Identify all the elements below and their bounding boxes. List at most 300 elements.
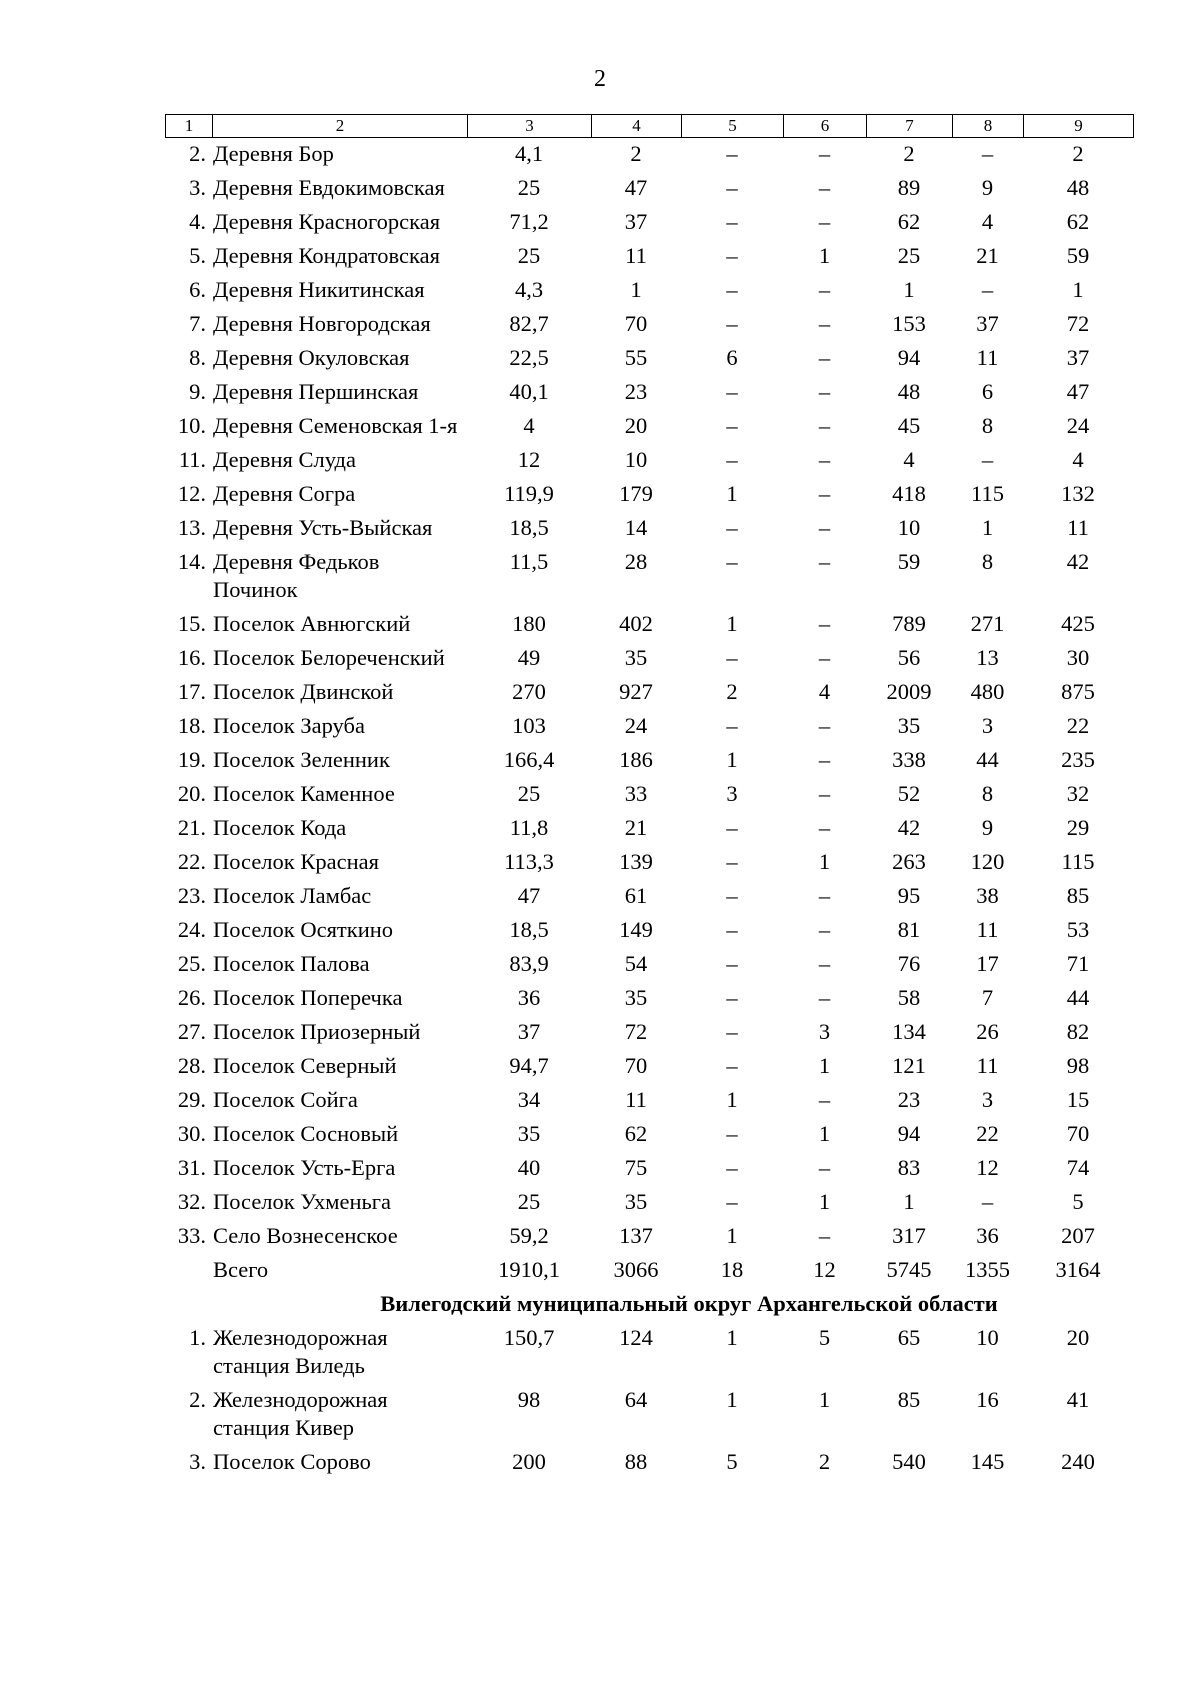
value-cell: 89 xyxy=(897,175,921,200)
value-cell: – xyxy=(818,815,831,840)
value-cell: 1 xyxy=(903,1189,915,1214)
value-cell: 15 xyxy=(1066,1087,1090,1112)
value-cell: 425 xyxy=(1061,611,1095,636)
value-cell: 21 xyxy=(976,243,999,268)
value-cell: – xyxy=(818,515,831,540)
value-cell: 18,5 xyxy=(509,515,549,540)
value-cell: 52 xyxy=(897,781,921,806)
value-cell: 18 xyxy=(720,1257,744,1282)
value-cell: – xyxy=(726,1121,738,1146)
settlement-name: Поселок Сорово xyxy=(213,1449,371,1474)
value-cell: 25 xyxy=(517,175,541,200)
value-cell: – xyxy=(818,985,831,1010)
value-cell: 48 xyxy=(1066,175,1090,200)
value-cell: 64 xyxy=(624,1387,648,1412)
table-row xyxy=(165,1050,1133,1084)
value-cell: 119,9 xyxy=(504,481,554,506)
row-number: 17. xyxy=(177,679,206,704)
value-cell: 37 xyxy=(624,209,648,234)
value-cell: 200 xyxy=(512,1449,546,1474)
table-row xyxy=(165,744,1133,778)
value-cell: 37 xyxy=(517,1019,541,1044)
value-cell: 1 xyxy=(818,1189,831,1214)
column-number-header xyxy=(165,114,1134,138)
column-number: 5 xyxy=(682,115,784,138)
value-cell: – xyxy=(726,549,738,574)
value-cell: 4,3 xyxy=(514,277,544,302)
value-cell: 58 xyxy=(897,985,921,1010)
table-row xyxy=(165,846,1133,880)
value-cell: 5 xyxy=(818,1325,831,1350)
table-row xyxy=(165,1118,1133,1152)
value-cell: 4 xyxy=(1072,447,1084,472)
value-cell: 134 xyxy=(892,1019,926,1044)
value-cell: 2 xyxy=(630,141,642,166)
column-number: 3 xyxy=(468,115,592,138)
value-cell: – xyxy=(981,277,994,302)
row-number: 8. xyxy=(189,345,206,370)
value-cell: 25 xyxy=(517,243,541,268)
value-cell: 13 xyxy=(976,645,999,670)
value-cell: 2 xyxy=(903,141,915,166)
value-cell: 16 xyxy=(976,1387,999,1412)
value-cell: 81 xyxy=(897,917,921,942)
value-cell: 1 xyxy=(818,1387,831,1412)
value-cell: – xyxy=(726,883,738,908)
value-cell: – xyxy=(818,175,831,200)
value-cell: – xyxy=(818,713,831,738)
value-cell: 23 xyxy=(624,379,648,404)
value-cell: 121 xyxy=(892,1053,926,1078)
value-cell: – xyxy=(726,379,738,404)
value-cell: 1 xyxy=(818,1053,831,1078)
value-cell: 1 xyxy=(726,1325,738,1350)
value-cell: 1 xyxy=(818,1121,831,1146)
value-cell: 30 xyxy=(1066,645,1090,670)
value-cell: 1 xyxy=(726,1087,738,1112)
value-cell: 11,8 xyxy=(509,815,549,840)
value-cell: 95 xyxy=(897,883,921,908)
table-row xyxy=(165,778,1133,812)
value-cell: 62 xyxy=(1066,209,1090,234)
value-cell: – xyxy=(726,243,738,268)
value-cell: 1355 xyxy=(965,1257,1010,1282)
settlement-name: Поселок Сойга xyxy=(213,1087,358,1112)
value-cell: 76 xyxy=(897,951,921,976)
row-number: 14. xyxy=(177,549,206,574)
value-cell: 71,2 xyxy=(509,209,549,234)
column-number: 8 xyxy=(953,115,1024,138)
value-cell: – xyxy=(818,549,831,574)
value-cell: 875 xyxy=(1061,679,1095,704)
value-cell: 5745 xyxy=(886,1257,932,1282)
value-cell: 1 xyxy=(726,1387,738,1412)
value-cell: 85 xyxy=(897,1387,921,1412)
value-cell: 59 xyxy=(897,549,921,574)
column-number: 1 xyxy=(166,115,213,138)
row-number: 19. xyxy=(177,747,206,772)
settlement-name: Поселок Осяткино xyxy=(213,917,394,942)
row-number: 32. xyxy=(177,1189,206,1214)
value-cell: – xyxy=(818,1155,831,1180)
value-cell: 34 xyxy=(517,1087,541,1112)
settlement-name: Поселок Кода xyxy=(213,815,347,840)
value-cell: – xyxy=(818,413,831,438)
value-cell: 98 xyxy=(1066,1053,1090,1078)
value-cell: 1910,1 xyxy=(498,1257,560,1282)
value-cell: 32 xyxy=(1066,781,1090,806)
table-row xyxy=(165,812,1133,846)
table-row xyxy=(165,376,1133,410)
settlement-name: Поселок Белореченский xyxy=(213,645,445,670)
value-cell: 25 xyxy=(517,1189,541,1214)
settlement-name: Село Вознесенское xyxy=(213,1223,398,1248)
settlement-name: Поселок Каменное xyxy=(213,781,395,806)
row-number: 10. xyxy=(177,413,206,438)
value-cell: – xyxy=(726,985,738,1010)
value-cell: 4 xyxy=(523,413,535,438)
settlement-name: Поселок Приозерный xyxy=(213,1019,421,1044)
value-cell: – xyxy=(726,141,738,166)
value-cell: 240 xyxy=(1061,1449,1095,1474)
value-cell: – xyxy=(818,209,831,234)
value-cell: 14 xyxy=(624,515,648,540)
value-cell: 49 xyxy=(517,645,541,670)
value-cell: 139 xyxy=(619,849,653,874)
table-row xyxy=(165,546,1133,608)
value-cell: 10 xyxy=(897,515,921,540)
settlement-name: Поселок Авнюгский xyxy=(213,611,411,636)
value-cell: 20 xyxy=(624,413,648,438)
table-row xyxy=(165,1152,1133,1186)
value-cell: 789 xyxy=(892,611,926,636)
value-cell: 11 xyxy=(625,1087,647,1112)
row-number: 12. xyxy=(177,481,206,506)
value-cell: 35 xyxy=(624,1189,648,1214)
value-cell: 94 xyxy=(897,345,921,370)
value-cell: 1 xyxy=(726,481,738,506)
value-cell: 2 xyxy=(818,1449,831,1474)
value-cell: 40 xyxy=(517,1155,541,1180)
row-number-empty xyxy=(165,1254,212,1288)
value-cell: 9 xyxy=(981,815,994,840)
value-cell: 7 xyxy=(981,985,994,1010)
value-cell: 12 xyxy=(517,447,541,472)
value-cell: – xyxy=(818,917,831,942)
value-cell: 317 xyxy=(892,1223,926,1248)
value-cell: 186 xyxy=(619,747,653,772)
value-cell: 1 xyxy=(818,849,831,874)
row-number: 26. xyxy=(177,985,206,1010)
row-number: 23. xyxy=(177,883,206,908)
settlement-name: Деревня Слуда xyxy=(213,447,356,472)
value-cell: 29 xyxy=(1066,815,1090,840)
row-number: 2. xyxy=(189,141,206,166)
row-number: 21. xyxy=(177,815,206,840)
settlement-name: Деревня Кондратовская xyxy=(213,243,440,268)
value-cell: 103 xyxy=(512,713,546,738)
value-cell: 42 xyxy=(897,815,921,840)
value-cell: 6 xyxy=(981,379,994,404)
value-cell: 74 xyxy=(1066,1155,1090,1180)
value-cell: – xyxy=(818,141,831,166)
value-cell: 5 xyxy=(1072,1189,1084,1214)
table-row xyxy=(165,308,1133,342)
value-cell: 82 xyxy=(1066,1019,1090,1044)
value-cell: – xyxy=(726,951,738,976)
value-cell: 25 xyxy=(897,243,921,268)
value-cell: 65 xyxy=(897,1325,921,1350)
row-number: 16. xyxy=(177,645,206,670)
value-cell: 1 xyxy=(726,1223,738,1248)
settlement-name: Железнодорожная станция Виледь xyxy=(213,1325,388,1378)
value-cell: 35 xyxy=(517,1121,541,1146)
value-cell: – xyxy=(726,277,738,302)
value-cell: 180 xyxy=(512,611,546,636)
table-row xyxy=(165,1220,1133,1254)
value-cell: 132 xyxy=(1061,481,1095,506)
value-cell: 1 xyxy=(818,243,831,268)
value-cell: 88 xyxy=(624,1449,648,1474)
value-cell: – xyxy=(818,951,831,976)
row-number: 27. xyxy=(177,1019,206,1044)
value-cell: 22 xyxy=(1066,713,1090,738)
value-cell: 33 xyxy=(624,781,648,806)
value-cell: 26 xyxy=(976,1019,999,1044)
table-row xyxy=(165,1186,1133,1220)
value-cell: – xyxy=(726,713,738,738)
value-cell: – xyxy=(818,481,831,506)
row-number: 3. xyxy=(189,175,206,200)
value-cell: 72 xyxy=(1066,311,1090,336)
table-row xyxy=(165,880,1133,914)
value-cell: – xyxy=(818,379,831,404)
value-cell: 12 xyxy=(813,1257,836,1282)
value-cell: – xyxy=(726,515,738,540)
value-cell: 8 xyxy=(981,781,994,806)
value-cell: 36 xyxy=(976,1223,999,1248)
value-cell: 35 xyxy=(624,985,648,1010)
settlement-name: Деревня Усть-Выйская xyxy=(213,515,433,540)
column-number: 2 xyxy=(213,115,468,138)
value-cell: 166,4 xyxy=(503,747,555,772)
table-row xyxy=(165,1446,1133,1480)
table-row xyxy=(165,240,1133,274)
value-cell: 5 xyxy=(726,1449,738,1474)
value-cell: 149 xyxy=(619,917,653,942)
table-row xyxy=(165,642,1133,676)
settlement-name: Поселок Красная xyxy=(213,849,379,874)
value-cell: – xyxy=(818,645,831,670)
value-cell: 2 xyxy=(726,679,738,704)
value-cell: – xyxy=(818,345,831,370)
value-cell: 271 xyxy=(970,611,1005,636)
settlement-name: Деревня Федьков Починок xyxy=(213,549,380,602)
value-cell: 4,1 xyxy=(514,141,544,166)
row-number: 5. xyxy=(189,243,206,268)
value-cell: 1 xyxy=(1072,277,1084,302)
value-cell: 24 xyxy=(1066,413,1090,438)
value-cell: 3 xyxy=(981,713,994,738)
value-cell: 6 xyxy=(726,345,738,370)
value-cell: 8 xyxy=(981,549,994,574)
row-number: 33. xyxy=(177,1223,206,1248)
value-cell: 11 xyxy=(976,345,999,370)
value-cell: – xyxy=(818,883,831,908)
value-cell: 42 xyxy=(1066,549,1090,574)
settlement-name: Поселок Усть-Ерга xyxy=(213,1155,396,1180)
value-cell: 44 xyxy=(1066,985,1090,1010)
table-row xyxy=(165,1084,1133,1118)
row-number: 9. xyxy=(189,379,206,404)
value-cell: – xyxy=(981,141,994,166)
value-cell: 94,7 xyxy=(509,1053,549,1078)
value-cell: 45 xyxy=(897,413,921,438)
value-cell: 540 xyxy=(892,1449,926,1474)
table-row xyxy=(165,1384,1133,1446)
value-cell: 338 xyxy=(892,747,926,772)
value-cell: – xyxy=(726,917,738,942)
value-cell: 22 xyxy=(976,1121,999,1146)
value-cell: 480 xyxy=(970,679,1005,704)
row-number: 6. xyxy=(189,277,206,302)
value-cell: 3 xyxy=(726,781,738,806)
row-number: 25. xyxy=(177,951,206,976)
value-cell: – xyxy=(981,1189,994,1214)
table-row xyxy=(165,342,1133,376)
column-number: 9 xyxy=(1024,115,1134,138)
value-cell: 402 xyxy=(619,611,653,636)
row-number: 4. xyxy=(189,209,206,234)
value-cell: 98 xyxy=(517,1387,541,1412)
value-cell: 150,7 xyxy=(503,1325,555,1350)
table-row xyxy=(165,948,1133,982)
settlement-name: Деревня Красногорская xyxy=(213,209,441,234)
settlement-name: Всего xyxy=(213,1257,269,1282)
table-row xyxy=(165,444,1133,478)
value-cell: 18,5 xyxy=(509,917,549,942)
value-cell: 24 xyxy=(624,713,648,738)
value-cell: 1 xyxy=(726,747,738,772)
row-number: 28. xyxy=(177,1053,206,1078)
value-cell: 2009 xyxy=(886,679,932,704)
row-number: 13. xyxy=(177,515,206,540)
value-cell: 62 xyxy=(624,1121,648,1146)
table-row xyxy=(165,512,1133,546)
value-cell: – xyxy=(818,1223,831,1248)
value-cell: 47 xyxy=(1066,379,1090,404)
value-cell: 72 xyxy=(624,1019,648,1044)
value-cell: 70 xyxy=(624,1053,648,1078)
table-row xyxy=(165,172,1133,206)
row-number: 1. xyxy=(189,1325,206,1350)
section-heading: Вилегодский муниципальный округ Архангельской области xyxy=(380,1291,998,1316)
value-cell: 10 xyxy=(976,1325,999,1350)
value-cell: 94 xyxy=(897,1121,921,1146)
value-cell: 38 xyxy=(976,883,999,908)
settlements-table xyxy=(165,138,1133,1480)
page-number: 2 xyxy=(594,66,606,92)
value-cell: 11,5 xyxy=(509,549,549,574)
table-row xyxy=(165,1254,1133,1288)
value-cell: 12 xyxy=(976,1155,999,1180)
value-cell: – xyxy=(726,645,738,670)
value-cell: – xyxy=(726,849,738,874)
value-cell: 4 xyxy=(981,209,994,234)
table-row xyxy=(165,1322,1133,1384)
value-cell: 21 xyxy=(624,815,648,840)
value-cell: 3164 xyxy=(1055,1257,1101,1282)
row-number: 2. xyxy=(189,1387,206,1412)
table-row xyxy=(165,982,1133,1016)
value-cell: 75 xyxy=(624,1155,648,1180)
value-cell: – xyxy=(981,447,994,472)
value-cell: 1 xyxy=(630,277,642,302)
value-cell: 179 xyxy=(619,481,653,506)
row-number: 22. xyxy=(177,849,206,874)
settlement-name: Деревня Никитинская xyxy=(213,277,425,302)
value-cell: – xyxy=(726,209,738,234)
value-cell: 1 xyxy=(981,515,994,540)
value-cell: 83,9 xyxy=(509,951,549,976)
row-number: 30. xyxy=(177,1121,206,1146)
value-cell: 40,1 xyxy=(509,379,549,404)
value-cell: 11 xyxy=(976,917,999,942)
row-number: 18. xyxy=(177,713,206,738)
row-number: 20. xyxy=(177,781,206,806)
value-cell: 11 xyxy=(1067,515,1089,540)
table-row xyxy=(165,710,1133,744)
value-cell: 71 xyxy=(1066,951,1090,976)
row-number: 31. xyxy=(177,1155,206,1180)
value-cell: – xyxy=(726,1019,738,1044)
table-row xyxy=(165,138,1133,172)
value-cell: – xyxy=(818,277,831,302)
table-row xyxy=(165,410,1133,444)
value-cell: 263 xyxy=(892,849,926,874)
value-cell: – xyxy=(726,1155,738,1180)
settlement-name: Деревня Евдокимовская xyxy=(213,175,445,200)
settlement-name: Деревня Бор xyxy=(213,141,334,166)
value-cell: 70 xyxy=(1066,1121,1090,1146)
table-row xyxy=(165,274,1133,308)
value-cell: 83 xyxy=(897,1155,921,1180)
row-number: 7. xyxy=(189,311,206,336)
row-number: 3. xyxy=(189,1449,206,1474)
settlement-name: Железнодорожная станция Кивер xyxy=(213,1387,388,1440)
value-cell: 270 xyxy=(512,679,546,704)
settlement-name: Поселок Ухменьга xyxy=(213,1189,392,1214)
value-cell: 85 xyxy=(1066,883,1090,908)
settlement-name: Поселок Заруба xyxy=(213,713,365,738)
value-cell: 61 xyxy=(624,883,648,908)
value-cell: 36 xyxy=(517,985,541,1010)
value-cell: 11 xyxy=(625,243,647,268)
value-cell: 55 xyxy=(624,345,648,370)
value-cell: 2 xyxy=(1072,141,1084,166)
value-cell: 23 xyxy=(897,1087,921,1112)
value-cell: – xyxy=(818,1087,831,1112)
value-cell: 47 xyxy=(624,175,648,200)
row-number: 29. xyxy=(177,1087,206,1112)
settlement-name: Поселок Северный xyxy=(213,1053,397,1078)
row-number: 11. xyxy=(178,447,206,472)
value-cell: 4 xyxy=(818,679,831,704)
settlement-name: Деревня Семеновская 1-я xyxy=(213,413,458,438)
value-cell: 37 xyxy=(976,311,999,336)
value-cell: 70 xyxy=(624,311,648,336)
value-cell: 10 xyxy=(624,447,648,472)
